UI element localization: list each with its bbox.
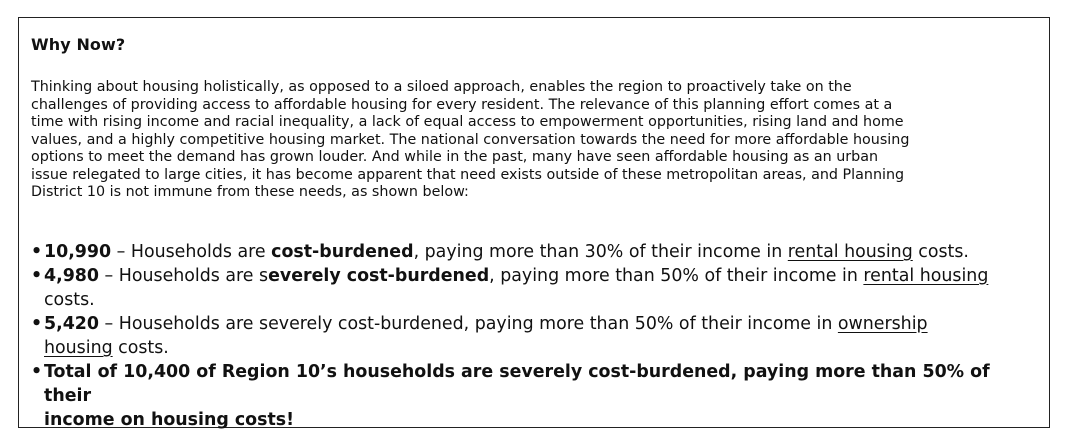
total-text-line: income on housing costs! xyxy=(44,410,295,430)
stat-underlined: ownership xyxy=(837,314,928,334)
list-item-ownership-severely-burdened xyxy=(31,312,1041,360)
why-now-box xyxy=(18,17,1050,428)
stat-text: , paying more than 50% of their income in xyxy=(489,266,864,286)
stat-underlined: rental housing xyxy=(787,242,913,262)
bullet-icon: • xyxy=(31,242,43,262)
intro-paragraph xyxy=(31,79,1041,202)
stat-emphasis: everely cost-burdened xyxy=(268,266,490,286)
stat-number: 10,990 xyxy=(44,242,112,262)
stat-text: – Households are severely cost-burdened, paying more than 50% of their income in xyxy=(99,314,838,334)
stat-number: 4,980 xyxy=(44,266,100,286)
bullet-icon: • xyxy=(31,362,43,382)
paragraph-line: issue relegated to large cities, it has become apparent that need exists outside of these metropolitan areas, and Planning xyxy=(31,166,905,183)
bullet-icon: • xyxy=(31,266,43,286)
statistics-list xyxy=(31,240,1041,432)
stat-number: 5,420 xyxy=(44,314,100,334)
stat-text: costs. xyxy=(112,338,169,358)
paragraph-line: time with rising income and racial inequality, a lack of equal access to empowerment opportunities, rising land and home xyxy=(31,114,904,130)
paragraph-line: challenges of providing access to affordable housing for every resident. The relevance of this planning effort comes at a xyxy=(31,96,893,113)
bullet-icon: • xyxy=(31,314,43,334)
list-item-rental-severely-burdened xyxy=(31,264,1041,312)
stat-underlined: housing xyxy=(44,338,113,358)
stat-text: , paying more than 30% of their income in xyxy=(413,242,788,262)
stat-text: – Households are xyxy=(111,242,272,262)
stat-underlined: rental housing xyxy=(863,266,989,286)
stat-continuation xyxy=(44,336,1041,360)
stat-text: – Households are s xyxy=(99,266,269,286)
box-title: Why Now? xyxy=(31,35,126,54)
stat-emphasis: cost-burdened xyxy=(271,242,414,262)
paragraph-line: District 10 is not immune from these needs, as shown below: xyxy=(31,184,469,200)
list-item-rental-cost-burdened xyxy=(31,240,1041,264)
list-item-total xyxy=(31,360,1041,432)
total-text-line: Total of 10,400 of Region 10’s households are severely cost-burdened, paying more than 50% of their xyxy=(44,362,990,406)
paragraph-line: options to meet the demand has grown louder. And while in the past, many have seen affordable housing as an urban xyxy=(31,149,879,165)
paragraph-line: values, and a highly competitive housing market. The national conversation towards the need for more affordable housing xyxy=(31,131,910,148)
stat-text: costs. xyxy=(44,290,95,310)
paragraph-line: Thinking about housing holistically, as opposed to a siloed approach, enables the region to proactively take on the xyxy=(31,79,852,95)
stat-text: costs. xyxy=(912,242,969,262)
